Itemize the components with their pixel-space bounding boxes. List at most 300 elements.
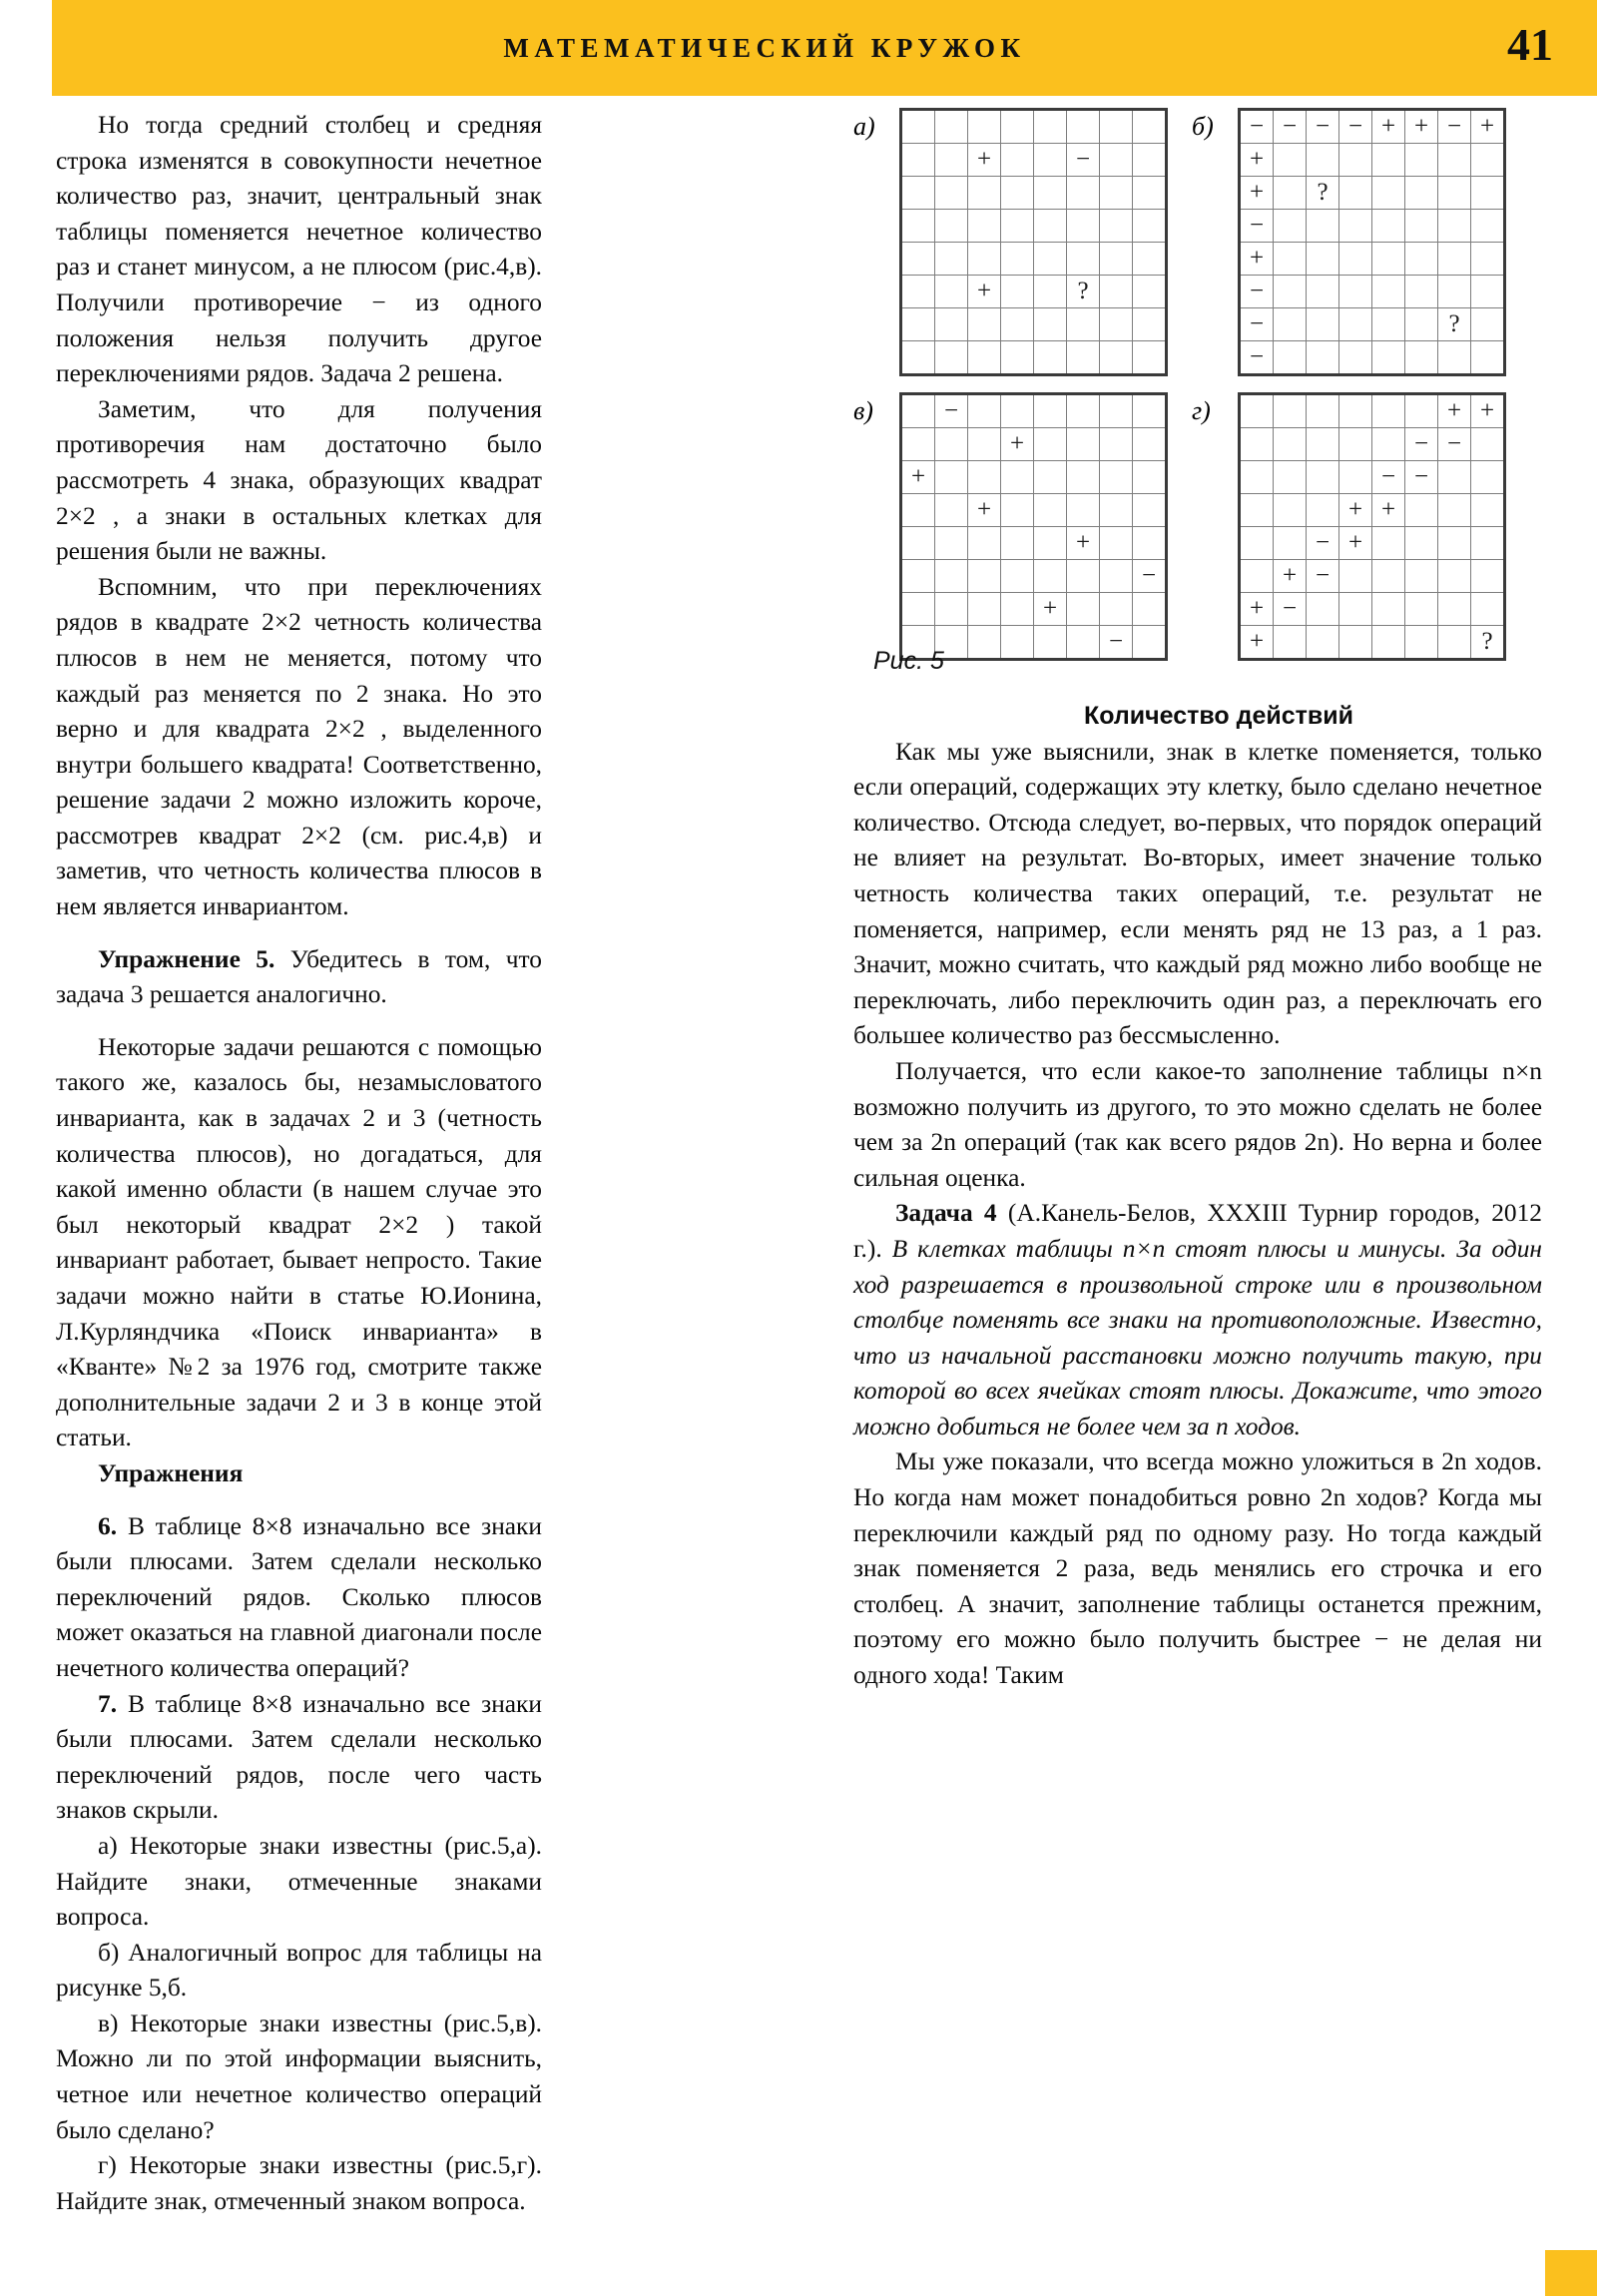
grid-cell-empty	[1133, 461, 1167, 494]
grid-cell-empty	[1274, 461, 1307, 494]
grid-cell-empty	[1034, 560, 1067, 593]
grid-cell-empty	[1067, 461, 1100, 494]
grid-cell-empty	[1405, 177, 1438, 210]
grid-cell-plus: +	[968, 276, 1001, 308]
grid-cell-empty	[1067, 341, 1100, 375]
grid-cell-empty	[1067, 110, 1100, 144]
grid-cell-empty	[1001, 144, 1034, 177]
grid-cell-empty	[1034, 276, 1067, 308]
grid-cell-empty	[1405, 144, 1438, 177]
grid-cell-empty	[1133, 394, 1167, 428]
grid-cell-empty	[1471, 308, 1505, 341]
grid-cell-empty	[1438, 626, 1471, 660]
grid-cell-empty	[935, 110, 968, 144]
grid-cell-question: ?	[1471, 626, 1505, 660]
grid-cell-empty	[1067, 308, 1100, 341]
figure-row-top	[853, 108, 1552, 376]
grid-cell-empty	[968, 560, 1001, 593]
grid-row	[1240, 341, 1505, 375]
grid-cell-empty	[935, 177, 968, 210]
grid-cell-empty	[1001, 527, 1034, 560]
grid-cell-empty	[1100, 341, 1133, 375]
grid-cell-empty	[968, 394, 1001, 428]
grid-cell-empty	[1133, 494, 1167, 527]
corner-mark	[1545, 2250, 1597, 2296]
grid-cell-empty	[1133, 428, 1167, 461]
grid-cell-empty	[1274, 494, 1307, 527]
grid-cell-empty	[1100, 494, 1133, 527]
grid-cell-empty	[1133, 144, 1167, 177]
grid-cell-empty	[1372, 341, 1405, 375]
grid-cell-empty	[1034, 243, 1067, 276]
grid-cell-empty	[1372, 527, 1405, 560]
grid-cell-empty	[1471, 243, 1505, 276]
grid-row	[901, 144, 1167, 177]
grid-cell-empty	[968, 110, 1001, 144]
grid-cell-empty	[1001, 461, 1034, 494]
grid-cell-empty	[1438, 560, 1471, 593]
grid-cell-empty	[1034, 461, 1067, 494]
grid-cell-empty	[1471, 144, 1505, 177]
grid-cell-empty	[935, 527, 968, 560]
grid-row	[1240, 276, 1505, 308]
exercise-5	[56, 942, 542, 1013]
grid-cell-empty	[1405, 593, 1438, 626]
figure-caption: Рис. 5	[873, 647, 944, 675]
grid-cell-empty	[1307, 494, 1339, 527]
grid-cell-empty	[935, 243, 968, 276]
grid-row	[1240, 144, 1505, 177]
grid-cell-minus: −	[1240, 110, 1274, 144]
grid-cell-empty	[1067, 560, 1100, 593]
paragraph-1: Но тогда средний столбец и средняя строка изменятся в совокупности нечетное количество раз, значит, центральный знак таблицы поменяется нечетное количество раз и станет минусом, а не плюсом (рис.4,в). Получили противоречие − из одного положения нельзя получить другое переключениями рядов. Задача 2 решена.	[56, 111, 542, 388]
grid-v	[899, 392, 1168, 661]
grid-row	[901, 210, 1167, 243]
grid-cell-empty	[1034, 527, 1067, 560]
grid-cell-empty	[1438, 527, 1471, 560]
figure-b-label: б)	[1192, 112, 1214, 141]
grid-cell-empty	[1001, 494, 1034, 527]
grid-cell-empty	[1438, 144, 1471, 177]
grid-cell-question: ?	[1067, 276, 1100, 308]
grid-cell-empty	[1307, 461, 1339, 494]
grid-cell-empty	[901, 527, 935, 560]
grid-cell-empty	[1001, 394, 1034, 428]
grid-cell-empty	[1372, 308, 1405, 341]
exercise-7a: а) Некоторые знаки известны (рис.5,а). Найдите знаки, отмеченные знаками вопроса.	[56, 1831, 542, 1932]
grid-cell-empty	[1001, 593, 1034, 626]
grid-cell-empty	[1133, 276, 1167, 308]
grid-cell-empty	[1001, 560, 1034, 593]
grid-cell-empty	[1100, 527, 1133, 560]
grid-row	[901, 110, 1167, 144]
grid-cell-empty	[1133, 527, 1167, 560]
grid-cell-minus: −	[1240, 210, 1274, 243]
grid-cell-plus: +	[1339, 527, 1372, 560]
grid-cell-empty	[1034, 428, 1067, 461]
grid-row	[901, 527, 1167, 560]
grid-cell-empty	[901, 428, 935, 461]
grid-row	[1240, 494, 1505, 527]
grid-cell-empty	[1001, 177, 1034, 210]
grid-cell-empty	[1372, 428, 1405, 461]
grid-cell-empty	[1034, 494, 1067, 527]
grid-cell-empty	[901, 110, 935, 144]
grid-cell-empty	[1001, 341, 1034, 375]
grid-cell-empty	[901, 243, 935, 276]
grid-cell-empty	[1372, 276, 1405, 308]
grid-cell-empty	[1471, 177, 1505, 210]
grid-cell-empty	[1067, 210, 1100, 243]
grid-cell-empty	[901, 144, 935, 177]
grid-cell-empty	[935, 560, 968, 593]
grid-cell-empty	[1067, 494, 1100, 527]
grid-cell-empty	[1405, 243, 1438, 276]
grid-row	[1240, 560, 1505, 593]
grid-cell-empty	[1405, 560, 1438, 593]
task-4-attribution: (А.Канель-Белов, XXXIII Турнир городов, 2012 г.).	[853, 1199, 1542, 1263]
grid-cell-empty	[1471, 494, 1505, 527]
grid-cell-minus: −	[1438, 110, 1471, 144]
grid-cell-empty	[1001, 276, 1034, 308]
grid-cell-empty	[1307, 144, 1339, 177]
section-heading: Количество действий	[1083, 702, 1354, 730]
grid-row	[901, 593, 1167, 626]
grid-cell-empty	[1133, 177, 1167, 210]
grid-cell-minus: −	[1067, 144, 1100, 177]
grid-cell-empty	[901, 494, 935, 527]
grid-cell-empty	[1307, 341, 1339, 375]
grid-cell-empty	[1307, 428, 1339, 461]
grid-cell-empty	[1240, 527, 1274, 560]
grid-row	[901, 560, 1167, 593]
exercise-5-text: Убедитесь в том, что задача 3 решается аналогично.	[56, 944, 542, 1009]
grid-cell-empty	[1405, 626, 1438, 660]
grid-cell-empty	[1339, 243, 1372, 276]
grid-cell-empty	[935, 308, 968, 341]
grid-cell-empty	[1339, 394, 1372, 428]
grid-cell-minus: −	[1307, 560, 1339, 593]
left-column	[56, 108, 542, 2219]
grid-cell-empty	[968, 527, 1001, 560]
grid-cell-empty	[1133, 626, 1167, 660]
figure-g-label: г)	[1192, 396, 1211, 425]
grid-cell-empty	[935, 341, 968, 375]
grid-cell-plus: +	[1240, 177, 1274, 210]
grid-cell-empty	[1471, 276, 1505, 308]
grid-a	[899, 108, 1168, 376]
grid-cell-empty	[1372, 394, 1405, 428]
header-band	[52, 0, 1597, 96]
grid-cell-empty	[1471, 210, 1505, 243]
paragraph-4: Некоторые задачи решаются с помощью такого же, казалось бы, незамысловатого инварианта, как в задачах 2 и 3 (четность количества плюсов), но догадаться, для какой именно области (в нашем случае это был некоторый квадрат 2×2 ) такой инвариант работает, бывает непросто. Такие задачи можно найти в статье Ю.Ионина, Л.Курляндчика «Поиск инварианта» в «Кванте» №2 за 1976 год, смотрите также дополнительные задачи 2 и 3 в конце этой статьи.	[56, 1032, 542, 1452]
grid-cell-empty	[1339, 276, 1372, 308]
grid-cell-empty	[1067, 243, 1100, 276]
exercise-7g: г) Некоторые знаки известны (рис.5,г). Найдите знак, отмеченный знаком вопроса.	[56, 2151, 542, 2215]
grid-cell-empty	[1274, 341, 1307, 375]
grid-cell-empty	[968, 428, 1001, 461]
grid-cell-empty	[1339, 308, 1372, 341]
grid-cell-empty	[901, 210, 935, 243]
grid-cell-empty	[1274, 276, 1307, 308]
grid-cell-empty	[1405, 210, 1438, 243]
grid-cell-plus: +	[968, 144, 1001, 177]
grid-cell-empty	[1100, 593, 1133, 626]
grid-cell-empty	[1274, 428, 1307, 461]
grid-row	[901, 461, 1167, 494]
task-4-statement: В клетках таблицы n×n стоят плюсы и минусы. За один ход разрешается в произвольной строке или в произвольном столбце поменять все знаки на противоположные. Известно, что из начальной расстановки можно получить такую, при которой во всех ячейках стоят плюсы. Докажите, что этого можно добиться не более чем за n ходов.	[853, 1234, 1542, 1440]
grid-cell-empty	[1240, 461, 1274, 494]
grid-cell-minus: −	[1307, 110, 1339, 144]
grid-cell-empty	[1133, 341, 1167, 375]
grid-cell-empty	[1405, 276, 1438, 308]
grid-cell-empty	[1405, 527, 1438, 560]
grid-cell-empty	[901, 394, 935, 428]
grid-cell-empty	[901, 593, 935, 626]
grid-row	[901, 276, 1167, 308]
grid-cell-empty	[1307, 308, 1339, 341]
grid-cell-empty	[968, 341, 1001, 375]
grid-cell-empty	[1274, 210, 1307, 243]
grid-cell-empty	[968, 593, 1001, 626]
grid-cell-empty	[935, 593, 968, 626]
exercise-7	[56, 1687, 542, 1829]
grid-cell-minus: −	[1405, 428, 1438, 461]
grid-cell-question: ?	[1307, 177, 1339, 210]
grid-cell-empty	[1034, 308, 1067, 341]
grid-cell-plus: +	[1372, 110, 1405, 144]
grid-cell-empty	[968, 177, 1001, 210]
grid-cell-empty	[1405, 341, 1438, 375]
exercise-7v: в) Некоторые знаки известны (рис.5,в). Можно ли по этой информации выяснить, четное или нечетное количество операций было сделано?	[56, 2009, 542, 2144]
grid-cell-empty	[1034, 394, 1067, 428]
grid-cell-minus: −	[1274, 593, 1307, 626]
figure-v-label: в)	[853, 396, 873, 425]
grid-cell-empty	[935, 210, 968, 243]
figure-b	[1192, 108, 1506, 376]
grid-cell-empty	[1307, 626, 1339, 660]
grid-cell-empty	[1274, 626, 1307, 660]
grid-cell-empty	[1240, 494, 1274, 527]
grid-cell-empty	[1001, 243, 1034, 276]
grid-cell-empty	[1274, 394, 1307, 428]
grid-cell-empty	[1405, 494, 1438, 527]
grid-cell-empty	[1339, 593, 1372, 626]
grid-cell-plus: +	[1471, 110, 1505, 144]
grid-cell-empty	[1240, 428, 1274, 461]
grid-cell-plus: +	[1438, 394, 1471, 428]
page-title: МАТЕМАТИЧЕСКИЙ КРУЖОК	[503, 32, 1026, 63]
grid-cell-empty	[1372, 626, 1405, 660]
grid-cell-plus: +	[1240, 243, 1274, 276]
grid-cell-plus: +	[1001, 428, 1034, 461]
grid-cell-minus: −	[1100, 626, 1133, 660]
grid-cell-plus: +	[1034, 593, 1067, 626]
grid-cell-empty	[1339, 626, 1372, 660]
grid-cell-minus: −	[1240, 276, 1274, 308]
grid-cell-empty	[1372, 210, 1405, 243]
grid-cell-empty	[1067, 394, 1100, 428]
grid-cell-empty	[1067, 626, 1100, 660]
grid-cell-plus: +	[1067, 527, 1100, 560]
grid-cell-empty	[1274, 243, 1307, 276]
grid-cell-plus: +	[1372, 494, 1405, 527]
page-number: 41	[1507, 19, 1553, 70]
grid-row	[901, 428, 1167, 461]
grid-cell-empty	[1372, 560, 1405, 593]
grid-cell-empty	[1100, 308, 1133, 341]
grid-cell-empty	[1034, 110, 1067, 144]
grid-cell-plus: +	[1471, 394, 1505, 428]
grid-cell-empty	[1133, 593, 1167, 626]
exercises-heading: Упражнения	[98, 1458, 244, 1487]
grid-cell-plus: +	[1274, 560, 1307, 593]
grid-cell-empty	[1405, 308, 1438, 341]
grid-cell-plus: +	[1240, 593, 1274, 626]
grid-cell-empty	[901, 276, 935, 308]
grid-cell-empty	[1100, 461, 1133, 494]
exercise-6-label: 6.	[98, 1511, 118, 1540]
figure-g	[1192, 392, 1506, 661]
exercise-7-text: В таблице 8×8 изначально все знаки были плюсами. Затем сделали несколько переключений рядов, после чего часть знаков скрыли.	[56, 1689, 542, 1825]
grid-cell-minus: −	[1438, 428, 1471, 461]
grid-cell-empty	[901, 341, 935, 375]
grid-cell-empty	[1339, 341, 1372, 375]
figure-v	[853, 392, 1168, 661]
grid-row	[1240, 593, 1505, 626]
grid-row	[901, 341, 1167, 375]
grid-cell-empty	[1274, 144, 1307, 177]
grid-row	[901, 243, 1167, 276]
figure-a-label: а)	[853, 112, 875, 141]
grid-cell-empty	[1438, 341, 1471, 375]
grid-cell-plus: +	[901, 461, 935, 494]
grid-row	[1240, 626, 1505, 660]
grid-cell-empty	[1034, 210, 1067, 243]
grid-cell-empty	[1438, 461, 1471, 494]
grid-cell-empty	[1438, 243, 1471, 276]
grid-cell-empty	[1001, 210, 1034, 243]
grid-cell-empty	[935, 494, 968, 527]
grid-cell-empty	[1372, 593, 1405, 626]
grid-cell-empty	[1372, 243, 1405, 276]
grid-cell-empty	[1307, 243, 1339, 276]
grid-cell-empty	[1307, 593, 1339, 626]
grid-cell-minus: −	[1240, 308, 1274, 341]
grid-cell-minus: −	[1339, 110, 1372, 144]
grid-cell-empty	[1307, 276, 1339, 308]
grid-cell-empty	[1001, 626, 1034, 660]
task-4	[853, 1196, 1542, 1444]
grid-cell-empty	[1067, 593, 1100, 626]
grid-cell-empty	[1471, 428, 1505, 461]
grid-cell-empty	[1100, 428, 1133, 461]
grid-cell-minus: −	[1274, 110, 1307, 144]
grid-cell-plus: +	[1240, 144, 1274, 177]
grid-cell-empty	[935, 276, 968, 308]
grid-row	[901, 494, 1167, 527]
grid-cell-empty	[1471, 593, 1505, 626]
grid-cell-empty	[1339, 560, 1372, 593]
exercise-5-label: Упражнение 5.	[98, 944, 275, 973]
grid-cell-minus: −	[1133, 560, 1167, 593]
grid-cell-empty	[1471, 461, 1505, 494]
grid-cell-empty	[1034, 626, 1067, 660]
grid-cell-empty	[901, 177, 935, 210]
grid-row	[1240, 243, 1505, 276]
grid-cell-empty	[1001, 308, 1034, 341]
grid-cell-empty	[1438, 276, 1471, 308]
grid-cell-empty	[1067, 177, 1100, 210]
grid-cell-empty	[901, 308, 935, 341]
grid-cell-empty	[1100, 276, 1133, 308]
grid-cell-empty	[1274, 527, 1307, 560]
figure-a	[853, 108, 1168, 376]
grid-cell-empty	[968, 243, 1001, 276]
grid-cell-minus: −	[1307, 527, 1339, 560]
exercise-6-text: В таблице 8×8 изначально все знаки были плюсами. Затем сделали несколько переключений рядов. Сколько плюсов может оказаться на главной диагонали после нечетного количества операций?	[56, 1511, 542, 1682]
grid-cell-empty	[1307, 394, 1339, 428]
exercise-6	[56, 1509, 542, 1687]
grid-cell-empty	[1274, 308, 1307, 341]
grid-cell-empty	[968, 461, 1001, 494]
grid-cell-empty	[968, 308, 1001, 341]
grid-cell-empty	[1339, 461, 1372, 494]
grid-cell-empty	[1133, 210, 1167, 243]
grid-cell-empty	[1438, 593, 1471, 626]
grid-cell-empty	[1339, 177, 1372, 210]
grid-cell-empty	[1100, 177, 1133, 210]
grid-cell-empty	[968, 210, 1001, 243]
grid-cell-empty	[1339, 428, 1372, 461]
paragraph-3: Вспомним, что при переключениях рядов в квадрате 2×2 четность количества плюсов в нем не меняется, потому что каждый раз меняется по 2 знака. Но это верно и для квадрата 2×2 , выделенного внутри большего квадрата! Соответственно, решение задачи 2 можно изложить короче, рассмотрев квадрат 2×2 (см. рис.4,в) и заметив, что четность количества плюсов в нем является инвариантом.	[56, 572, 542, 921]
right-paragraph-1: Как мы уже выяснили, знак в клетке поменяется, только если операций, содержащих эту клетку, было сделано нечетное количество. Отсюда следует, во-первых, что порядок операций не влияет на результат. Во-вторых, имеет значение только четность количества таких операций, т.е. результат не поменяется, например, если менять ряд не 13 раз, а 1 раз. Значит, можно считать, что каждый ряд можно либо вообще не переключать, либо переключить один раз, а переключать его большее количество раз бессмысленно.	[853, 737, 1542, 1050]
grid-row	[1240, 461, 1505, 494]
grid-cell-question: ?	[1438, 308, 1471, 341]
exercise-7-label: 7.	[98, 1689, 118, 1718]
grid-cell-empty	[1100, 210, 1133, 243]
right-paragraph-3: Мы уже показали, что всегда можно уложиться в 2n ходов. Но когда нам может понадобиться ровно 2n ходов? Когда мы переключили каждый ряд по одному разу. Но тогда каждый знак поменяется 2 раза, ведь менялись его строчка и его столбец. А значит, заполнение таблицы останется прежним, поэтому его можно было получить быстрее − не делая ни одного хода! Таким	[853, 1447, 1542, 1690]
grid-cell-minus: −	[1240, 341, 1274, 375]
grid-row	[1240, 308, 1505, 341]
grid-cell-empty	[1438, 210, 1471, 243]
grid-cell-empty	[1133, 308, 1167, 341]
grid-cell-minus: −	[1405, 461, 1438, 494]
grid-cell-empty	[1438, 177, 1471, 210]
figure-5-group	[853, 108, 1552, 677]
grid-g	[1238, 392, 1506, 661]
grid-cell-empty	[1471, 560, 1505, 593]
grid-cell-empty	[1438, 494, 1471, 527]
grid-row	[901, 177, 1167, 210]
grid-row	[1240, 210, 1505, 243]
grid-row	[1240, 177, 1505, 210]
grid-cell-empty	[1034, 144, 1067, 177]
grid-cell-empty	[935, 428, 968, 461]
grid-cell-empty	[1405, 394, 1438, 428]
exercise-7b: б) Аналогичный вопрос для таблицы на рисунке 5,б.	[56, 1938, 542, 2003]
grid-cell-empty	[1133, 110, 1167, 144]
grid-cell-empty	[1240, 560, 1274, 593]
paragraph-2: Заметим, что для получения противоречия нам достаточно было рассмотреть 4 знака, образующих квадрат 2×2 , а знаки в остальных клетках для решения были не важны.	[56, 394, 542, 566]
grid-cell-plus: +	[1405, 110, 1438, 144]
grid-cell-empty	[1133, 243, 1167, 276]
grid-row	[1240, 428, 1505, 461]
grid-cell-empty	[1274, 177, 1307, 210]
grid-row	[901, 394, 1167, 428]
grid-cell-empty	[1100, 560, 1133, 593]
grid-cell-empty	[1100, 144, 1133, 177]
